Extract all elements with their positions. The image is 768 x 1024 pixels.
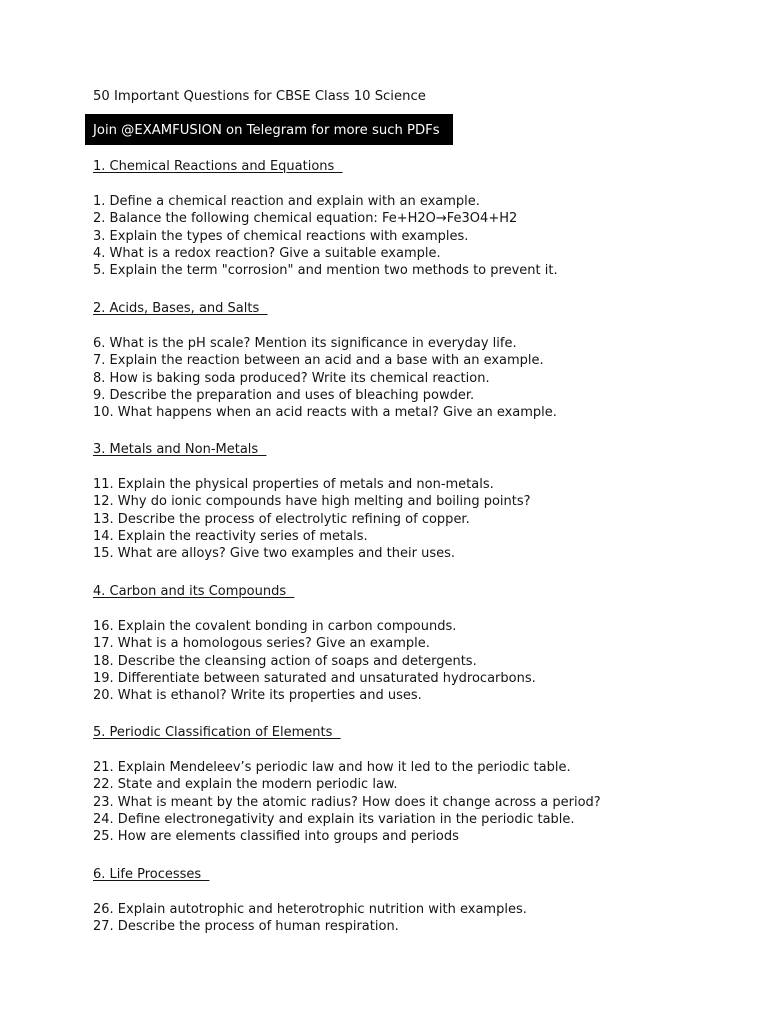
- question-item: 4. What is a redox reaction? Give a suitable example.: [93, 245, 441, 261]
- question-item: 18. Describe the cleansing action of soaps and detergents.: [93, 653, 477, 669]
- section-acids-bases-salts: [93, 300, 557, 421]
- question-item: 13. Describe the process of electrolytic refining of copper.: [93, 511, 470, 527]
- question-item: 23. What is meant by the atomic radius? How does it change across a period?: [93, 794, 601, 810]
- section-life-processes: [93, 866, 527, 936]
- question-list: [93, 901, 527, 935]
- question-item: 17. What is a homologous series? Give an example.: [93, 636, 430, 652]
- question-item: 20. What is ethanol? Write its properties and uses.: [93, 687, 422, 703]
- section-heading: 6. Life Processes: [93, 867, 210, 882]
- question-item: 16. Explain the covalent bonding in carbon compounds.: [93, 619, 457, 635]
- question-item: 24. Define electronegativity and explain its variation in the periodic table.: [93, 811, 575, 827]
- question-item: 21. Explain Mendeleev’s periodic law and how it led to the periodic table.: [93, 760, 571, 776]
- telegram-banner: Join @EXAMFUSION on Telegram for more such PDFs: [85, 114, 453, 145]
- question-item: 19. Differentiate between saturated and unsaturated hydrocarbons.: [93, 670, 536, 686]
- question-item: 14. Explain the reactivity series of metals.: [93, 528, 368, 544]
- section-chemical-reactions: [93, 158, 558, 279]
- section-carbon-compounds: [93, 583, 536, 704]
- section-heading: 4. Carbon and its Compounds: [93, 584, 295, 599]
- question-list: [93, 193, 558, 279]
- question-item: 6. What is the pH scale? Mention its significance in everyday life.: [93, 336, 517, 352]
- question-item: 15. What are alloys? Give two examples and their uses.: [93, 545, 456, 561]
- question-item: 26. Explain autotrophic and heterotrophic nutrition with examples.: [93, 902, 527, 918]
- question-item: 5. Explain the term "corrosion" and mention two methods to prevent it.: [93, 262, 558, 278]
- section-heading: 5. Periodic Classification of Elements: [93, 725, 341, 740]
- question-item: 11. Explain the physical properties of metals and non-metals.: [93, 477, 494, 493]
- question-list: [93, 618, 536, 704]
- question-item: 1. Define a chemical reaction and explain with an example.: [93, 194, 480, 210]
- question-item: 2. Balance the following chemical equation: Fe+H2O→Fe3O4+H2: [93, 211, 518, 227]
- section-periodic-classification: [93, 724, 601, 845]
- question-item: 22. State and explain the modern periodic law.: [93, 777, 398, 793]
- question-list: [93, 759, 601, 845]
- document-title: 50 Important Questions for CBSE Class 10 Science: [93, 89, 426, 104]
- question-item: 10. What happens when an acid reacts with a metal? Give an example.: [93, 404, 557, 420]
- question-item: 27. Describe the process of human respiration.: [93, 919, 399, 935]
- question-item: 12. Why do ionic compounds have high melting and boiling points?: [93, 494, 531, 510]
- question-list: [93, 476, 531, 562]
- question-item: 8. How is baking soda produced? Write its chemical reaction.: [93, 370, 490, 386]
- section-metals-non-metals: [93, 441, 531, 562]
- question-item: 25. How are elements classified into groups and periods: [93, 828, 459, 844]
- question-item: 7. Explain the reaction between an acid and a base with an example.: [93, 353, 544, 369]
- question-list: [93, 335, 557, 421]
- section-heading: 2. Acids, Bases, and Salts: [93, 301, 268, 316]
- section-heading: 1. Chemical Reactions and Equations: [93, 159, 343, 174]
- section-heading: 3. Metals and Non-Metals: [93, 442, 267, 457]
- question-item: 9. Describe the preparation and uses of bleaching powder.: [93, 387, 475, 403]
- question-item: 3. Explain the types of chemical reactions with examples.: [93, 228, 469, 244]
